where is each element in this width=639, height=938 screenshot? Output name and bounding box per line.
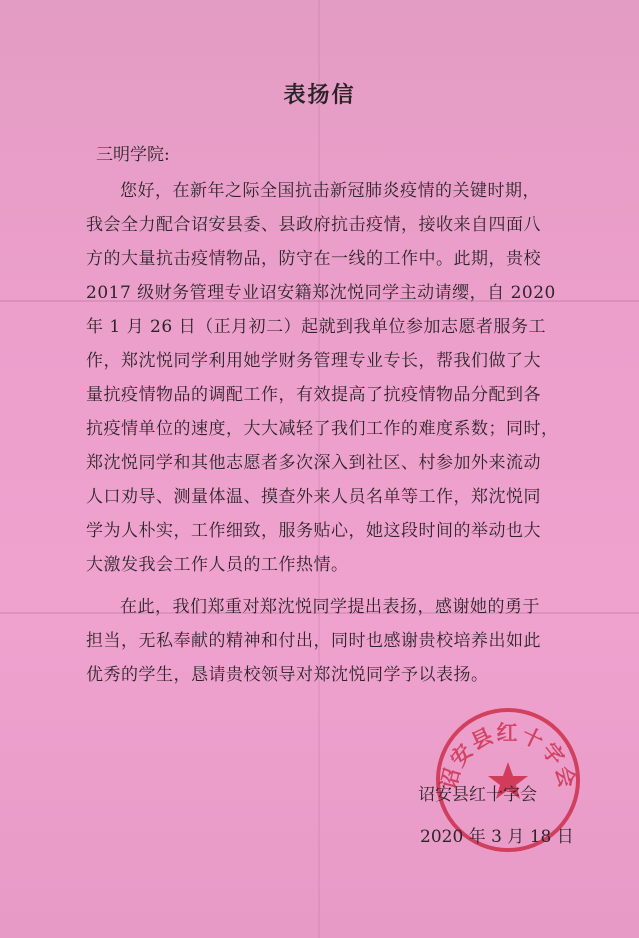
signature-organization: 诏安县红十字会 (418, 785, 537, 805)
body-line: 您好，在新年之际全国抗击新冠肺炎疫情的关键时期， (120, 181, 540, 201)
body-line: 我会全力配合诏安县委、县政府抗击疫情，接收来自四面八 (86, 215, 541, 235)
body-line: 在此，我们郑重对郑沈悦同学提出表扬，感谢她的勇于 (120, 597, 540, 617)
body-line: 学为人朴实，工作细致，服务贴心，她这段时间的举动也大 (86, 521, 541, 541)
body-line: 郑沈悦同学和其他志愿者多次深入到社区、村参加外来流动 (86, 453, 541, 473)
salutation: 三明学院: (96, 145, 170, 165)
body-line: 担当，无私奉献的精神和付出，同时也感谢贵校培养出如此 (86, 631, 541, 651)
body-line: 量抗疫情物品的调配工作，有效提高了抗疫情物品分配到各 (86, 385, 541, 405)
body-line: 大激发我会工作人员的工作热情。 (86, 555, 349, 575)
body-line: 年 1 月 26 日（正月初二）起就到我单位参加志愿者服务工 (86, 317, 547, 337)
body-line: 人口劝导、测量体温、摸查外来人员名单等工作，郑沈悦同 (86, 487, 541, 507)
body-line: 作，郑沈悦同学利用她学财务管理专业专长，帮我们做了大 (86, 351, 541, 371)
body-line: 抗疫情单位的速度，大大减轻了我们工作的难度系数；同时， (86, 419, 559, 439)
signature-date: 2020 年 3 月 18 日 (420, 827, 574, 847)
letter-title: 表扬信 (283, 82, 356, 108)
body-line: 方的大量抗击疫情物品，防守在一线的工作中。此期，贵校 (86, 249, 541, 269)
body-line: 优秀的学生，恳请贵校领导对郑沈悦同学予以表扬。 (86, 665, 489, 685)
seal-text: 诏安县红十字会 (436, 721, 580, 792)
body-line: 2017 级财务管理专业诏安籍郑沈悦同学主动请缨，自 2020 (86, 283, 556, 303)
